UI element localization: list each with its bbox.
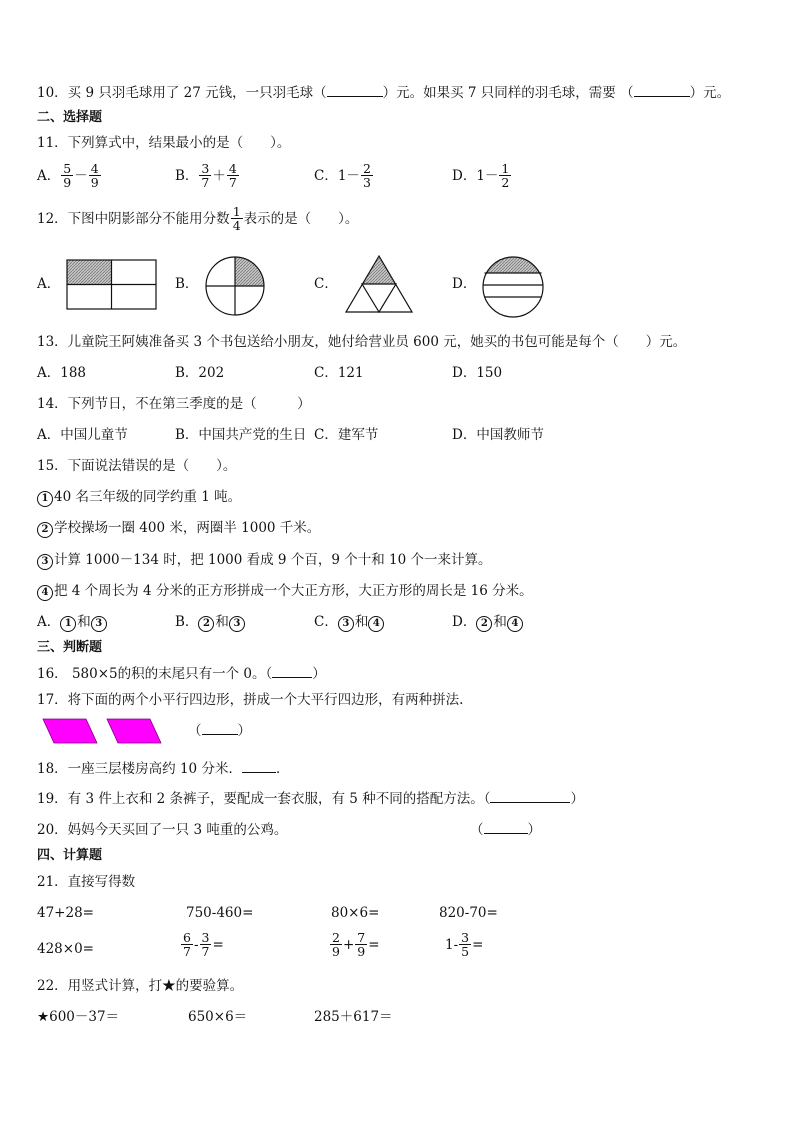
question-12: 12．下图中阴影部分不能用分数 $\frac{1}{4}$ 表示的是（ ）。 — [37, 204, 359, 233]
question-10: 10．买 9 只羽毛球用了 27 元钱，一只羽毛球（ ）元。如果买 7 只同样的羽毛球，需要 （ ）元。 — [37, 85, 731, 101]
question-18: 18．一座三层楼房高约 10 分米． ． — [37, 761, 290, 777]
calc-item: 1- $\frac{3}{5}$ = — [445, 930, 484, 959]
fraction: $\frac{4}{9}$ — [90, 161, 99, 190]
q15-statement-2: 2 学校操场一圈 400 米，两圈半 1000 千米。 — [37, 519, 320, 538]
q11-option-b[interactable]: B． $\frac{3}{7}$ ＋ $\frac{4}{7}$ — [175, 161, 237, 190]
fraction: $\frac{2}{3}$ — [362, 161, 371, 190]
answer-blank[interactable] — [634, 96, 690, 97]
section-heading-judgment: 三、判断题 — [37, 640, 103, 655]
q15-statement-4: 4 把 4 个周长为 4 分米的正方形拼成一个大正方形，大正方形的周长是 16 分米。 — [37, 582, 533, 601]
circle-quarter-figure[interactable] — [204, 255, 266, 317]
calc-item: ★600－37＝ — [37, 1009, 120, 1025]
calc-item: 47+28= — [37, 905, 94, 921]
parallelograms-figure — [40, 717, 170, 745]
q11-option-a[interactable]: A． $\frac{5}{9}$ － $\frac{4}{9}$ — [37, 161, 99, 190]
question-19: 19．有 3 件上衣和 2 条裤子，要配成一套衣服，有 5 种不同的搭配方法。（ ） — [37, 791, 584, 807]
q11-option-c[interactable]: C． 1－ $\frac{2}{3}$ — [314, 161, 371, 190]
q15-statement-3: 3 计算 1000－134 时，把 1000 看成 9 个百，9 个十和 10 个一来计算。 — [37, 551, 491, 570]
q15-option-c[interactable]: C． 3 和 4 — [314, 613, 385, 632]
q13-option-c[interactable]: C．121 — [314, 365, 364, 381]
fraction: $\frac{3}{7}$ — [201, 161, 210, 190]
circle-strips-figure[interactable] — [481, 255, 545, 319]
question-22: 22．用竖式计算，打★的要验算。 — [37, 978, 244, 994]
question-13: 13．儿童院王阿姨准备买 3 个书包送给小朋友，她付给营业员 600 元，她买的书包可能是每个（ ）元。 — [37, 334, 687, 350]
calc-item: 820-70= — [439, 905, 498, 921]
question-21: 21．直接写得数 — [37, 874, 136, 890]
fraction: $\frac{1}{2}$ — [501, 161, 510, 190]
calc-item: 428×0= — [37, 941, 94, 957]
q11-option-d[interactable]: D． 1－ $\frac{1}{2}$ — [452, 161, 510, 190]
question-16: 16． 580×5的积的末尾只有一个 0。（ ） — [37, 666, 326, 682]
question-11: 11．下列算式中，结果最小的是（ ）。 — [37, 135, 291, 151]
question-17: 17．将下面的两个小平行四边形，拼成一个大平行四边形，有两种拼法. — [37, 692, 464, 708]
calc-item: $\frac{6}{7}$ - $\frac{3}{7}$ = — [183, 930, 224, 959]
q13-option-d[interactable]: D．150 — [452, 365, 503, 381]
q15-option-d[interactable]: D． 2 和 4 — [452, 613, 524, 632]
q12-option-c-label[interactable]: C． — [314, 276, 338, 292]
parallelogram — [43, 719, 97, 743]
q13-option-a[interactable]: A．188 — [37, 365, 87, 381]
calc-item: 285＋617＝ — [314, 1009, 393, 1025]
shaded-part — [67, 260, 111, 285]
q14-option-d[interactable]: D．中国教师节 — [452, 427, 544, 443]
answer-blank[interactable] — [272, 677, 312, 678]
q12-option-d-label[interactable]: D． — [452, 276, 477, 292]
answer-blank[interactable] — [327, 96, 383, 97]
calc-item: 750-460= — [186, 905, 254, 921]
fraction: $\frac{1}{4}$ — [232, 204, 241, 233]
q12-option-b-label[interactable]: B． — [175, 276, 199, 292]
rectangle-figure[interactable] — [66, 259, 158, 311]
shaded-part — [362, 256, 396, 284]
question-15: 15．下面说法错误的是（ ）。 — [37, 458, 237, 474]
calc-item: 650×6＝ — [188, 1009, 248, 1025]
q14-option-c[interactable]: C．建军节 — [314, 427, 379, 443]
q13-option-b[interactable]: B．202 — [175, 365, 225, 381]
answer-blank[interactable] — [490, 802, 570, 803]
answer-blank[interactable] — [242, 772, 276, 773]
calc-item: 80×6= — [331, 905, 380, 921]
fraction: $\frac{5}{9}$ — [63, 161, 72, 190]
q15-option-b[interactable]: B． 2 和 3 — [175, 613, 246, 632]
q20-answer: （ ） — [470, 822, 541, 838]
q15-statement-1: 1 40 名三年级的同学约重 1 吨。 — [37, 488, 241, 507]
question-20: 20．妈妈今天买回了一只 3 吨重的公鸡。 — [37, 822, 288, 838]
answer-blank[interactable] — [484, 833, 528, 834]
calc-item: $\frac{2}{9}$ + $\frac{7}{9}$ = — [332, 930, 380, 959]
q15-option-a[interactable]: A． 1 和 3 — [37, 613, 108, 632]
question-14: 14．下列节日，不在第三季度的是（ ） — [37, 396, 311, 412]
answer-blank[interactable] — [202, 734, 238, 735]
fraction: $\frac{4}{7}$ — [228, 161, 237, 190]
q17-answer: （ ） — [188, 723, 251, 739]
section-heading-calculation: 四、计算题 — [37, 848, 103, 863]
shaded-part — [481, 255, 545, 273]
q14-option-b[interactable]: B．中国共产党的生日 — [175, 427, 307, 443]
q12-option-a-label[interactable]: A． — [37, 276, 61, 292]
section-heading-choice: 二、选择题 — [37, 110, 103, 125]
parallelogram — [107, 719, 161, 743]
q14-option-a[interactable]: A．中国儿童节 — [37, 427, 128, 443]
triangle-figure[interactable] — [345, 254, 413, 314]
